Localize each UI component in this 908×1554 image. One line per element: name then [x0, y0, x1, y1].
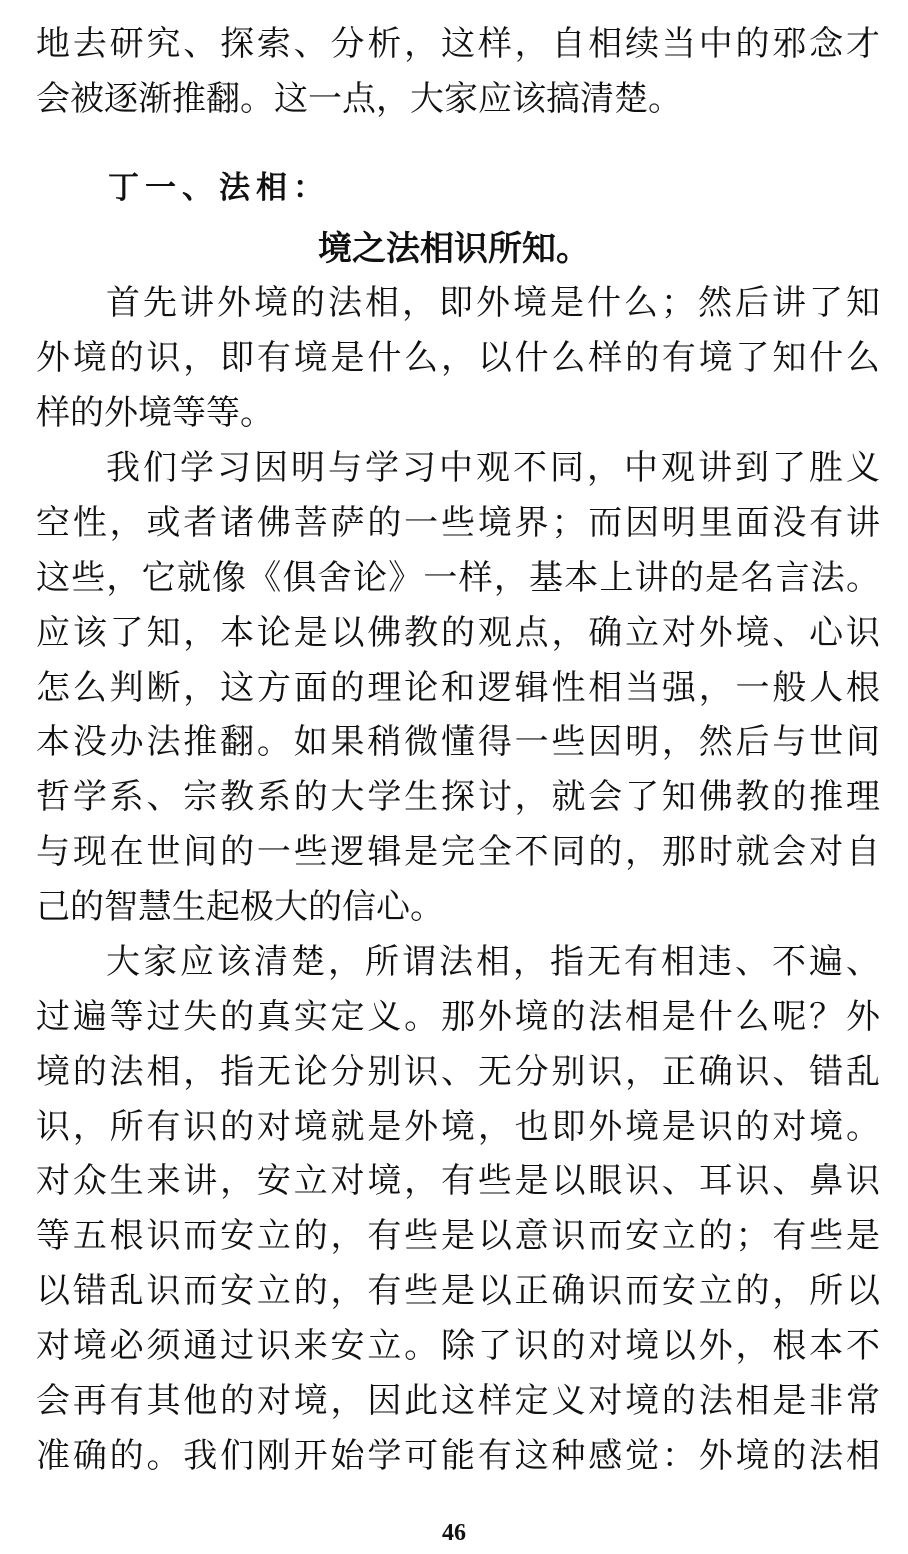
paragraph-line: 对境必须通过识来安立。除了识的对境以外，根本不 — [36, 1326, 880, 1366]
paragraph-line: 与现在世间的一些逻辑是完全不同的，那时就会对自 — [36, 832, 880, 872]
paragraph-line: 应该了知，本论是以佛教的观点，确立对外境、心识 — [36, 613, 880, 653]
paragraph-line: 过遍等过失的真实定义。那外境的法相是什么呢？外 — [36, 997, 880, 1037]
intro-line: 会被逐渐推翻。这一点，大家应该搞清楚。 — [36, 79, 682, 119]
paragraph-line: 本没办法推翻。如果稍微懂得一些因明，然后与世间 — [36, 722, 880, 762]
paragraph-line: 首先讲外境的法相，即外境是什么；然后讲了知 — [106, 283, 880, 323]
intro-line: 地去研究、探索、分析，这样，自相续当中的邪念才 — [36, 24, 880, 64]
paragraph-line: 己的智慧生起极大的信心。 — [36, 887, 444, 927]
paragraph-line: 以错乱识而安立的，有些是以正确识而安立的，所以 — [36, 1271, 880, 1311]
paragraph-line: 会再有其他的对境，因此这样定义对境的法相是非常 — [36, 1381, 880, 1421]
paragraph-line: 空性，或者诸佛菩萨的一些境界；而因明里面没有讲 — [36, 503, 880, 543]
paragraph-line: 识，所有识的对境就是外境，也即外境是识的对境。 — [36, 1107, 880, 1147]
paragraph-line: 等五根识而安立的，有些是以意识而安立的；有些是 — [36, 1216, 880, 1256]
paragraph-line: 哲学系、宗教系的大学生探讨，就会了知佛教的推理 — [36, 777, 880, 817]
paragraph-line: 大家应该清楚，所谓法相，指无有相违、不遍、 — [106, 942, 880, 982]
paragraph-line: 我们学习因明与学习中观不同，中观讲到了胜义 — [106, 448, 880, 488]
paragraph-line: 对众生来讲，安立对境，有些是以眼识、耳识、鼻识 — [36, 1161, 880, 1201]
paragraph-line: 样的外境等等。 — [36, 393, 274, 433]
paragraph-line: 准确的。我们刚开始学可能有这种感觉：外境的法相 — [36, 1436, 880, 1476]
paragraph-line: 怎么判断，这方面的理论和逻辑性相当强，一般人根 — [36, 668, 880, 708]
paragraph-line: 外境的识，即有境是什么，以什么样的有境了知什么 — [36, 338, 880, 378]
paragraph-line: 这些，它就像《俱舍论》一样，基本上讲的是名言法。 — [36, 558, 880, 598]
section-heading: 丁一、法相： — [108, 170, 330, 206]
page-number: 46 — [442, 1520, 466, 1546]
paragraph-line: 境的法相，指无论分别识、无分别识，正确识、错乱 — [36, 1052, 880, 1092]
root-verse: 境之法相识所知。 — [318, 229, 590, 269]
